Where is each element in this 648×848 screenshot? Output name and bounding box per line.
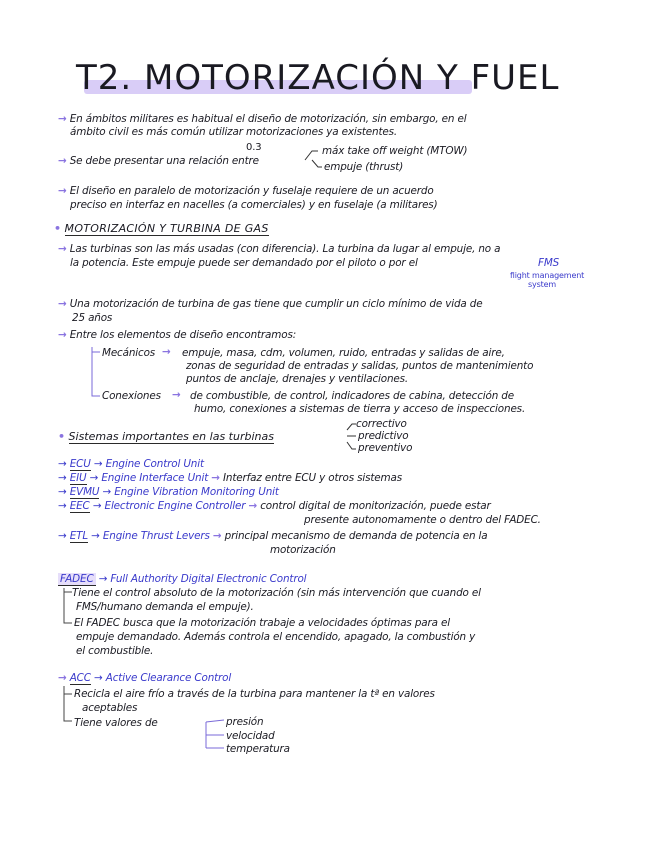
- relation-exponent: 0.3: [246, 142, 262, 153]
- conexiones-label: Conexiones: [102, 390, 161, 402]
- system-abbr: ETL: [69, 530, 88, 542]
- arrow-icon: →: [172, 389, 181, 401]
- turbinas-text-a: Las turbinas son las más usadas (con diferencia). La turbina da lugar al empuje, no a: [69, 243, 501, 255]
- relation-option-thrust: empuje (thrust): [324, 161, 404, 173]
- arrow-icon: →: [58, 243, 67, 255]
- conexiones-line-2: humo, conexiones a sistemas de tierra y acceso de inspecciones.: [194, 403, 526, 415]
- system-full: Engine Vibration Monitoring Unit: [114, 486, 279, 498]
- page-title: T2. MOTORIZACIÓN Y FUEL: [76, 58, 560, 98]
- system-abbr: EEC: [69, 500, 90, 512]
- arrow-icon: →: [58, 298, 67, 310]
- intro-text-1a: En ámbitos militares es habitual el diseño de motorización, sin embargo, en el: [69, 113, 467, 125]
- acc-full: Active Clearance Control: [105, 672, 232, 684]
- fadec-line-2: FMS/humano demanda el empuje).: [76, 601, 254, 613]
- parallel-line: [58, 185, 434, 197]
- relation-text: Se debe presentar una relación entre: [69, 155, 259, 167]
- system-desc: control digital de monitorización, puede estar: [260, 500, 491, 512]
- mecanicos-line-3: puntos de anclaje, drenajes y ventilaciones.: [186, 373, 409, 385]
- system-full: Engine Control Unit: [105, 458, 204, 470]
- system-abbr: EVMU: [69, 486, 100, 498]
- arrow-icon: →: [58, 113, 67, 125]
- parallel-text-a: El diseño en paralelo de motorización y fuselaje requiere de un acuerdo: [69, 185, 434, 197]
- acc-abbr: ACC: [69, 672, 91, 684]
- fadec-line-4: empuje demandado. Además controla el encendido, apagado, la combustión y: [76, 631, 476, 643]
- fms-note-1: flight management: [510, 271, 585, 280]
- section-heading-turbina: [54, 222, 269, 235]
- intro-line: [58, 113, 466, 125]
- acc-line-3: Tiene valores de: [74, 717, 158, 729]
- acc-line-1: Recicla el aire frío a través de la turbina para mantener la tª en valores: [74, 688, 435, 700]
- section-heading-text: MOTORIZACIÓN Y TURBINA DE GAS: [64, 222, 269, 235]
- acc-value-velocidad: velocidad: [226, 730, 275, 742]
- acc-line-2: aceptables: [82, 702, 138, 714]
- arrow-icon: →: [58, 185, 67, 197]
- fms-label: FMS: [538, 257, 560, 269]
- system-abbr: EIU: [69, 472, 87, 484]
- system-full: Engine Thrust Levers: [102, 530, 210, 542]
- system-desc: principal mecanismo de demanda de potencia en la: [224, 530, 488, 542]
- acc-value-temperatura: temperatura: [226, 743, 290, 755]
- acc-value-presion: presión: [226, 716, 264, 728]
- arrow-icon: →: [58, 329, 67, 341]
- turbinas-text-b: la potencia. Este empuje puede ser demandado por el piloto o por el: [70, 257, 418, 269]
- system-item-evmu: → EVMU → Engine Vibration Monitoring Unit: [58, 486, 279, 498]
- elementos-line: [58, 329, 296, 341]
- fadec-heading: FADEC → Full Authority Digital Electronic Control: [60, 573, 307, 585]
- relation-option-mtow: máx take off weight (MTOW): [322, 145, 468, 157]
- intro-text-1b: ámbito civil es más común utilizar motorizaciones ya existentes.: [70, 126, 398, 138]
- parallel-text-b: preciso en interfaz en nacelles (a comerciales) y en fuselaje (a militares): [70, 199, 438, 211]
- sistemas-heading-text: Sistemas importantes en las turbinas: [68, 430, 274, 443]
- mantenimiento-option-3: preventivo: [358, 442, 413, 454]
- system-item-eec: → EEC → Electronic Engine Controller → control digital de monitorización, puede estar: [58, 500, 491, 512]
- ciclo-line: [58, 298, 482, 310]
- system-item-ecu: → ECU → Engine Control Unit: [58, 458, 204, 470]
- system-item-eiu: → EIU → Engine Interface Unit → Interfaz entre ECU y otros sistemas: [58, 472, 402, 484]
- section-heading-sistemas: [58, 430, 274, 443]
- mecanicos-label: Mecánicos: [102, 347, 156, 359]
- system-full: Engine Interface Unit: [101, 472, 209, 484]
- fadec-line-5: el combustible.: [76, 645, 154, 657]
- bullet-icon: •: [54, 222, 62, 235]
- fadec-full: Full Authority Digital Electronic Control: [110, 573, 307, 585]
- system-item-etl: → ETL → Engine Thrust Levers → principal mecanismo de demanda de potencia en la: [58, 530, 488, 542]
- mantenimiento-option-2: predictivo: [358, 430, 409, 442]
- bullet-icon: •: [58, 430, 66, 443]
- ciclo-text-b: 25 años: [72, 312, 113, 324]
- fadec-abbr: FADEC: [60, 573, 94, 585]
- turbinas-line: [58, 243, 500, 255]
- conexiones-line-1: de combustible, de control, indicadores de cabina, detección de: [190, 390, 514, 402]
- mantenimiento-option-1: correctivo: [356, 418, 407, 430]
- eec-desc-2: presente autonomamente o dentro del FADEC.: [304, 514, 541, 526]
- system-full: Electronic Engine Controller: [104, 500, 246, 512]
- acc-heading: → ACC → Active Clearance Control: [58, 672, 232, 684]
- mecanicos-line-1: empuje, masa, cdm, volumen, ruido, entradas y salidas de aire,: [182, 347, 505, 359]
- ciclo-text-a: Una motorización de turbina de gas tiene que cumplir un ciclo mínimo de vida de: [69, 298, 483, 310]
- system-abbr: ECU: [69, 458, 91, 470]
- arrow-icon: →: [162, 346, 171, 358]
- mecanicos-line-2: zonas de seguridad de entradas y salidas, puntos de mantenimiento: [186, 360, 534, 372]
- arrow-icon: →: [58, 155, 67, 167]
- fms-note-2: system: [528, 280, 557, 289]
- system-desc: Interfaz entre ECU y otros sistemas: [223, 472, 402, 484]
- fadec-line-1: Tiene el control absoluto de la motorización (sin más intervención que cuando el: [72, 587, 481, 599]
- fadec-line-3: El FADEC busca que la motorización trabaje a velocidades óptimas para el: [74, 617, 450, 629]
- etl-desc-2: motorización: [270, 544, 336, 556]
- elementos-text: Entre los elementos de diseño encontramos:: [69, 329, 297, 341]
- relation-line: [58, 155, 259, 167]
